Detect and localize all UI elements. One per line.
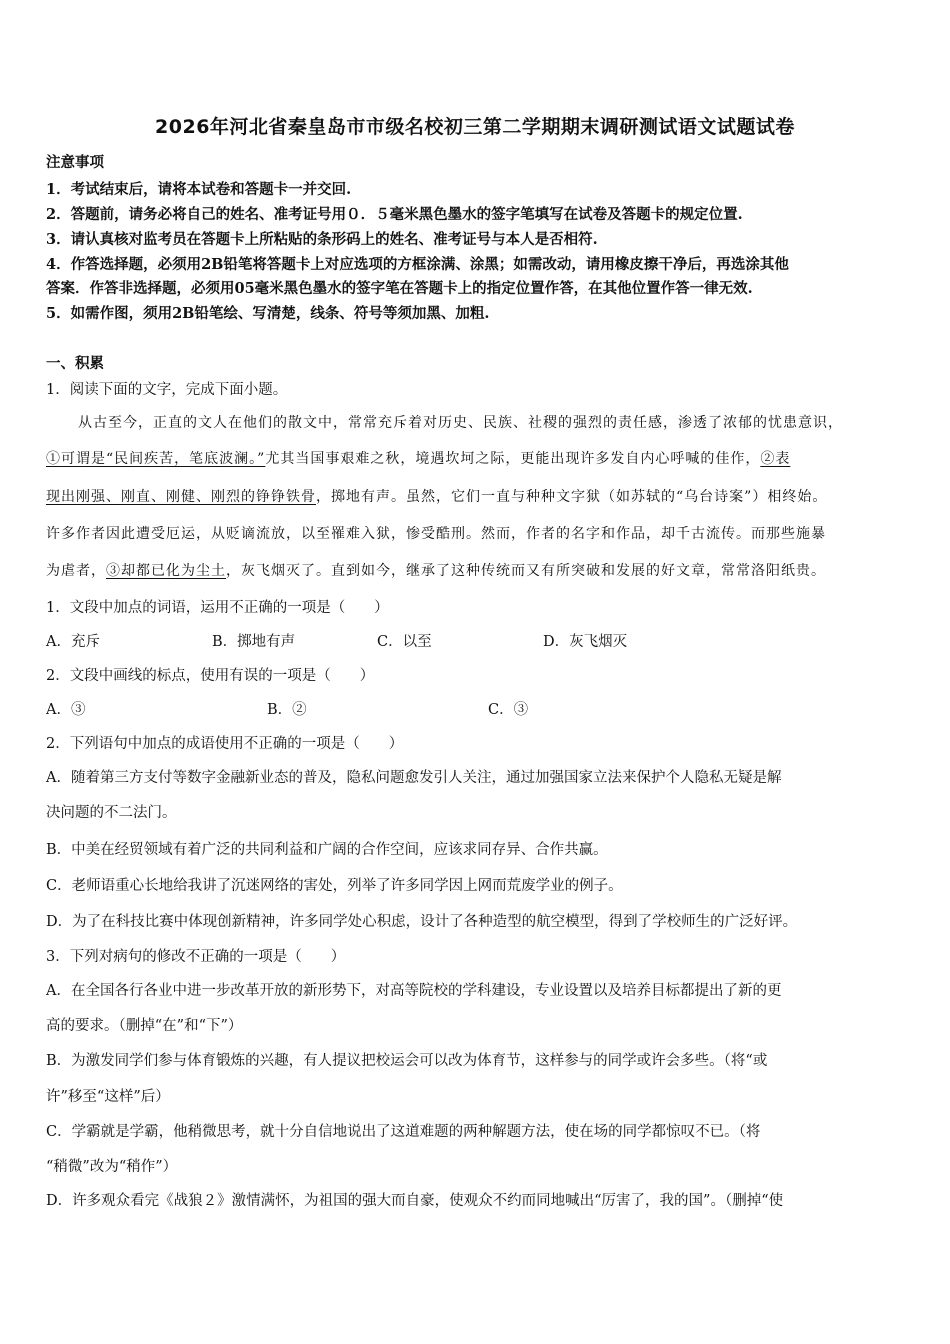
passage-text: 为虐者， <box>46 563 106 579</box>
passage-line: 许多作者因此遭受厄运，从贬谪流放，以至罹难入狱，惨受酷刑。然而，作者的名字和作品，却千古流传。而那些施暴 <box>46 526 826 542</box>
page-title: 2026年河北省秦皇岛市市级名校初三第二学期期末调研测试语文试题试卷 <box>155 116 795 138</box>
option-b: B．为激发同学们参与体育锻炼的兴趣，有人提议把校运会可以改为体育节，这样参与的同学或许会多些。（将“或 <box>46 1053 768 1069</box>
notice-item: 2．答题前，请务必将自己的姓名、准考证号用０．５毫米黑色墨水的签字笔填写在试卷及答题卡的规定位置. <box>46 206 743 223</box>
option-b: B．中美在经贸领域有着广泛的共同利益和广阔的合作空间，应该求同存异、合作共赢。 <box>46 842 608 858</box>
notice-item: 答案．作答非选择题，必须用05毫米黑色墨水的签字笔在答题卡上的指定位置作答，在其他位置作答一律无效. <box>46 280 753 297</box>
notice-item: 5．如需作图，须用2B铅笔绘、写清楚，线条、符号等须加黑、加粗. <box>46 305 490 322</box>
question-stem: 2．下列语句中加点的成语使用不正确的一项是（ ） <box>46 736 404 752</box>
option-d: D．许多观众看完《战狼２》激情满怀，为祖国的强大而自豪，使观众不约而同地喊出“厉害了，我的国”。（删掉“使 <box>46 1193 784 1209</box>
option-a: A．在全国各行各业中进一步改革开放的新形势下，对高等院校的学科建设，专业设置以及培养目标都提出了新的更 <box>46 983 782 999</box>
question-intro: 1．阅读下面的文字，完成下面小题。 <box>46 382 288 398</box>
sub-question-stem: 2．文段中画线的标点，使用有误的一项是（ ） <box>46 668 375 684</box>
passage-text: 尤其当国事艰难之秋，境遇坎坷之际，更能出现许多发自内心呼喊的佳作， <box>265 451 761 467</box>
passage-line <box>46 486 827 506</box>
option-a: A．充斥 <box>46 634 100 650</box>
option-c: C．老师语重心长地给我讲了沉迷网络的害处，列举了许多同学因上网而荒废学业的例子。 <box>46 878 623 894</box>
passage-line <box>46 448 790 468</box>
passage-text: ，灰飞烟灭了。直到如今，继承了这种传统而又有所突破和发展的好文章，常常洛阳纸贵。 <box>226 563 826 579</box>
option-a: A．随着第三方支付等数字金融新业态的普及，隐私问题愈发引人关注，通过加强国家立法来保护个人隐私无疑是解 <box>46 770 782 786</box>
option-a: A．③ <box>46 702 86 718</box>
underlined-phrase: 现出刚强、刚直、刚健、刚烈的铮铮铁骨 <box>46 489 316 505</box>
sub-question-stem: 1．文段中加点的词语，运用不正确的一项是（ ） <box>46 600 389 616</box>
notice-item: 1．考试结束后，请将本试卷和答题卡一并交回. <box>46 181 352 198</box>
notice-heading: 注意事项 <box>46 154 104 171</box>
option-c: C．学霸就是学霸，他稍微思考，就十分自信地说出了这道难题的两种解题方法，使在场的同学都惊叹不已。（将 <box>46 1124 761 1140</box>
passage-line: 从古至今，正直的文人在他们的散文中，常常充斥着对历史、民族、社稷的强烈的责任感，渗透了浓郁的忧患意识， <box>78 415 843 431</box>
option-d: D．灰飞烟灭 <box>543 634 628 650</box>
option-c: C．③ <box>488 702 529 718</box>
option-a-cont: 高的要求。（删掉“在”和“下”） <box>46 1018 243 1034</box>
option-a-cont: 决问题的不二法门。 <box>46 805 177 821</box>
option-b-cont: 许”移至“这样”后） <box>46 1089 170 1105</box>
passage-line <box>46 560 826 580</box>
option-d: D．为了在科技比赛中体现创新精神，许多同学处心积虑，设计了各种造型的航空模型，得到了学校师生的广泛好评。 <box>46 914 798 930</box>
option-b: B．② <box>267 702 307 718</box>
notice-item: 4．作答选择题，必须用2B铅笔将答题卡上对应选项的方框涂满、涂黑；如需改动，请用橡皮擦干净后，再选涂其他 <box>46 256 789 273</box>
question-stem: 3．下列对病句的修改不正确的一项是（ ） <box>46 949 346 965</box>
option-c-cont: “稍微”改为“稍作”） <box>46 1159 178 1175</box>
option-c: C．以至 <box>377 634 432 650</box>
section-heading: 一、积累 <box>46 355 104 372</box>
passage-text: ，掷地有声。虽然，它们一直与种种文字狱（如苏轼的“乌台诗案”）相终始。 <box>316 489 828 505</box>
underlined-phrase: ②表 <box>760 451 791 467</box>
underlined-phrase: ③却都已化为尘土 <box>106 563 226 579</box>
underlined-phrase: ①可谓是“民间疾苦，笔底波澜。” <box>46 451 266 467</box>
notice-item: 3．请认真核对监考员在答题卡上所粘贴的条形码上的姓名、准考证号与本人是否相符. <box>46 231 598 248</box>
option-b: B．掷地有声 <box>212 634 296 650</box>
